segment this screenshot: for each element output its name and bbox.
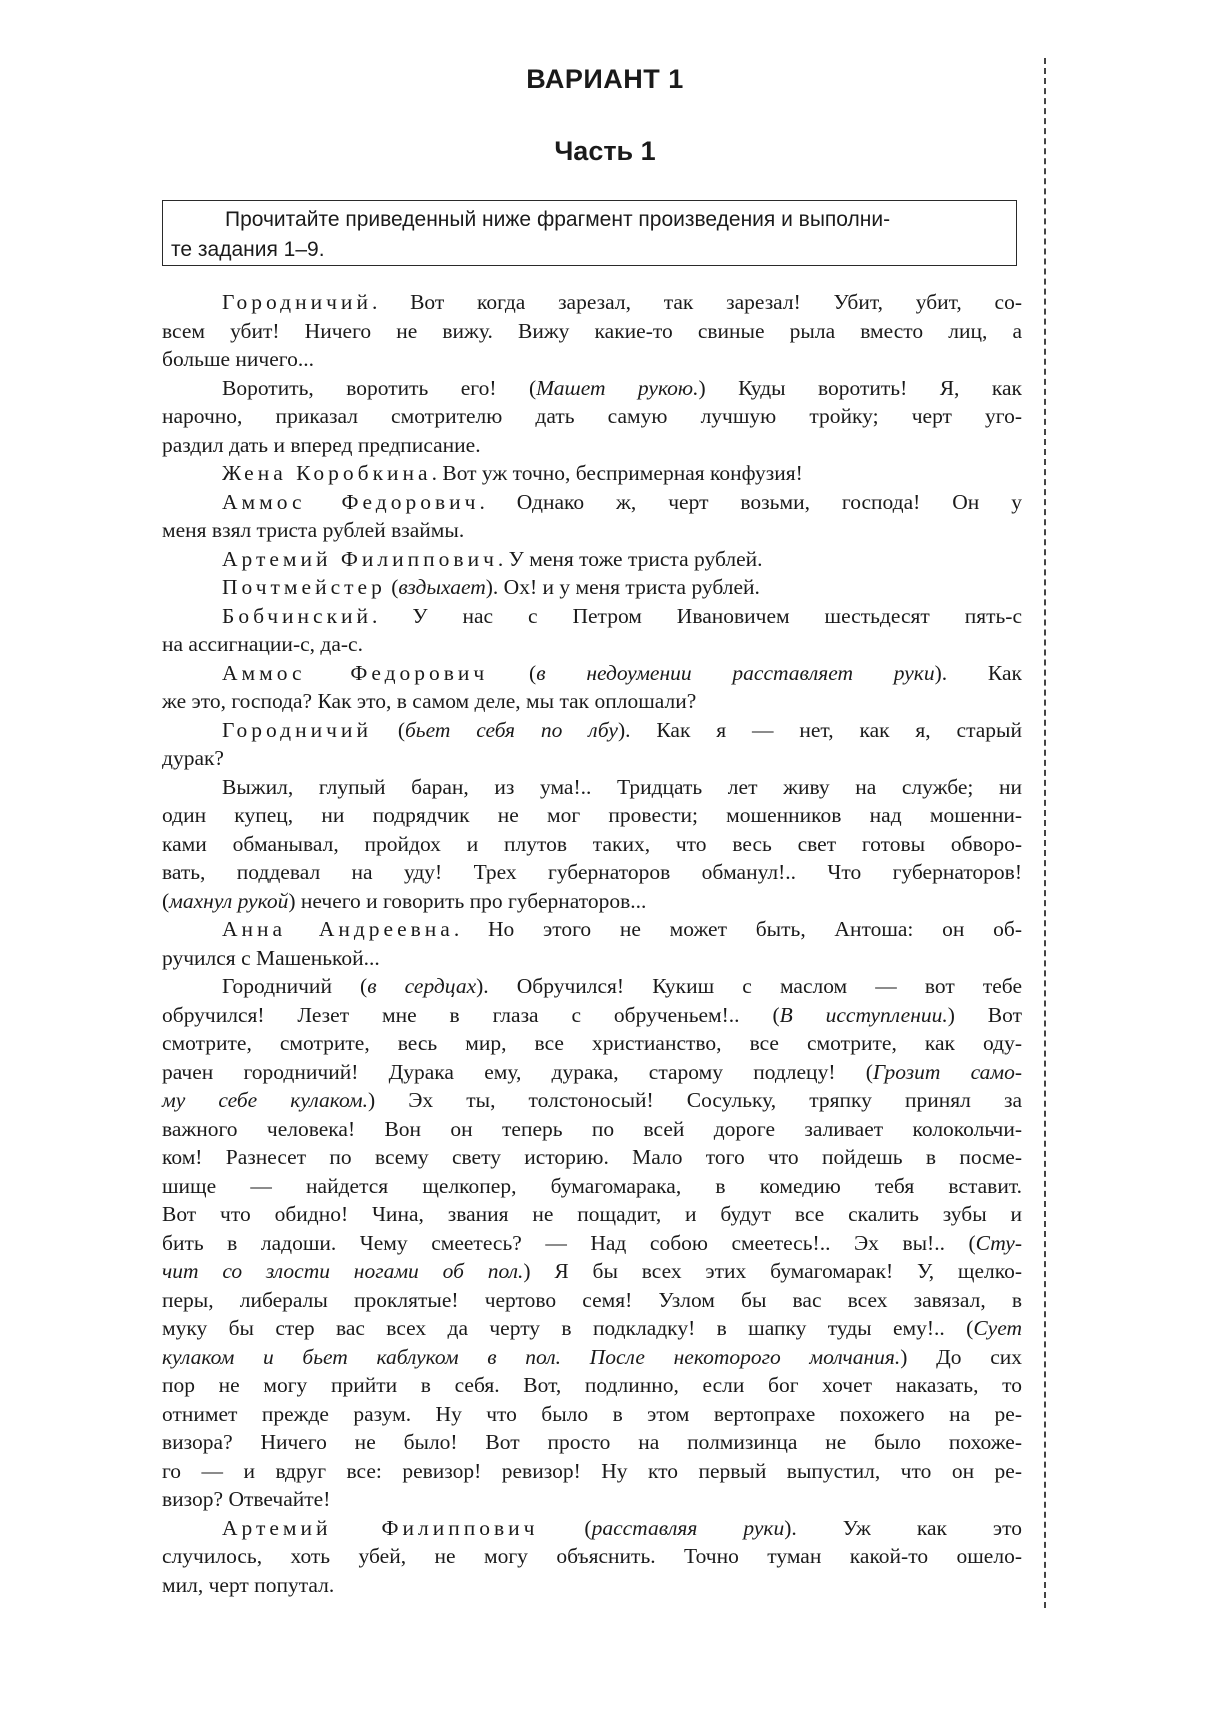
text-span: Вот что обидно! Чина, звания не пощадит, и будут все скалить зубы и — [162, 1202, 1022, 1226]
text-span: ) Эх ты, толстоносый! Сосульку, тряпку принял за — [367, 1088, 1022, 1112]
text-span: ( — [538, 1515, 592, 1540]
text-span: ( — [162, 888, 170, 913]
text-span: ( — [371, 717, 405, 742]
text-span: случилось, хоть убей, не могу объяснить. Точно туман какой-то ошело- — [162, 1544, 1022, 1568]
instruction-line: Прочитайте приведенный ниже фрагмент произведения и выполни- — [225, 208, 891, 231]
stage-direction: бьет себя по лбу — [404, 717, 618, 742]
text-span: пор не могу прийти в себя. Вот, подлинно, если бог хочет наказать, то — [162, 1373, 1022, 1397]
text-line — [162, 687, 1022, 716]
text-span: бить в ладоши. Чему смеетесь? — Над собою смеетесь!.. Эх вы!.. ( — [162, 1230, 976, 1255]
text-line — [162, 402, 1022, 431]
text-line — [162, 1571, 1022, 1600]
text-line — [162, 744, 1022, 773]
text-span: больше ничего... — [162, 347, 314, 371]
speaker-name: Жена Коробкина — [222, 461, 432, 485]
text-line — [162, 545, 1022, 574]
text-line — [162, 915, 1022, 944]
text-line — [162, 602, 1022, 631]
speaker-name: Артемий Филиппович — [222, 1515, 539, 1540]
text-span: Выжил, глупый баран, из ума!.. Тридцать лет живу на службе; ни — [222, 774, 1022, 799]
text-span: ) Вот — [947, 1002, 1022, 1027]
speaker-name: Артемий Филиппович — [222, 546, 498, 571]
text-line — [162, 1029, 1022, 1058]
text-span: . Однако ж, черт возьми, господа! Он у — [479, 489, 1022, 514]
text-span: ручился с Машенькой... — [162, 945, 380, 970]
speaker-name: Почтмейстер — [222, 575, 386, 599]
text-span: нарочно, приказал смотрителю дать самую лучшую тройку; черт уго- — [162, 404, 1022, 428]
text-span: один купец, ни подрядчик не мог провести; мошенников над мошенни- — [162, 803, 1022, 827]
text-span: ). Как — [934, 660, 1022, 685]
text-span: меня взял триста рублей взаймы. — [162, 518, 465, 542]
text-line — [162, 1286, 1022, 1315]
text-span: ). Обручился! Кукиш с маслом — вот тебе — [476, 974, 1022, 998]
text-line — [162, 374, 1022, 403]
text-span: ) Куды воротить! Я, как — [698, 375, 1022, 400]
stage-direction: Грозит само- — [872, 1059, 1022, 1084]
text-span: отнимет прежде разум. Ну что было в этом вертопрахе похожего на ре- — [162, 1401, 1022, 1426]
text-span: ком! Разнесет по всему свету историю. Мало того что пойдешь в посме- — [162, 1145, 1022, 1169]
text-line — [162, 431, 1022, 460]
literary-fragment — [162, 288, 1022, 1599]
text-span: ) До сих — [900, 1344, 1022, 1369]
text-span: важного человека! Вон он теперь по всей дороге заливает колокольчи- — [162, 1116, 1022, 1141]
text-span: мил, черт попутал. — [162, 1572, 335, 1597]
text-span: перы, либералы проклятые! чертово семя! Узлом бы вас всех завязал, в — [162, 1287, 1022, 1312]
text-span: смотрите, смотрите, весь мир, все христианство, все смотрите, как оду- — [162, 1031, 1022, 1055]
text-line — [162, 1058, 1022, 1087]
text-line — [162, 944, 1022, 973]
text-line — [162, 1143, 1022, 1172]
text-span: рачен городничий! Дурака ему, дурака, старому подлецу! ( — [162, 1059, 873, 1084]
text-span: ). Ох! и у меня триста рублей. — [485, 575, 760, 599]
text-span: обручился! Лезет мне в глаза с обрученьем!.. ( — [162, 1002, 780, 1027]
text-span: ). Уж как это — [784, 1515, 1022, 1540]
text-span: ками обманывал, пройдох и плутов таких, что весь свет готовы обворо- — [162, 831, 1022, 856]
text-line — [162, 1001, 1022, 1030]
stage-direction: махнул рукой — [169, 888, 289, 913]
speaker-name: Городничий — [222, 717, 372, 742]
text-line — [162, 1257, 1022, 1286]
text-line — [162, 1200, 1022, 1229]
text-line — [162, 1115, 1022, 1144]
stage-direction: в недоумении расставляет руки — [536, 660, 935, 685]
stage-direction: расставляя руки — [591, 1515, 785, 1540]
part-heading: Часть 1 — [554, 136, 656, 166]
text-line — [162, 858, 1022, 887]
text-line — [162, 345, 1022, 374]
text-line — [162, 801, 1022, 830]
text-line — [162, 1371, 1022, 1400]
stage-direction: чит со злости ногами об пол. — [162, 1259, 524, 1283]
text-line — [162, 573, 1022, 602]
text-span: ( — [488, 660, 537, 685]
stage-direction: в сердцах — [367, 974, 477, 998]
text-span: го — и вдруг все: ревизор! ревизор! Ну кто первый выпустил, что он ре- — [162, 1458, 1022, 1483]
text-line — [162, 1229, 1022, 1258]
text-line — [162, 1343, 1022, 1372]
text-span: ) Я бы всех этих бумагомарак! У, щелко- — [523, 1259, 1022, 1283]
speaker-name: Городничий — [222, 290, 372, 314]
text-span: . Вот когда зарезал, так зарезал! Убит, убит, со- — [371, 290, 1022, 314]
text-span: ). Как я — нет, как я, старый — [617, 717, 1022, 742]
text-line — [162, 830, 1022, 859]
text-span: муку бы стер вас всех да черту в подкладку! в шапку туды ему!.. ( — [162, 1316, 974, 1340]
stage-direction: вздыхает — [398, 575, 486, 599]
instruction-line: те задания 1–9. — [171, 238, 325, 261]
cut-line-divider — [1044, 58, 1046, 1608]
text-line — [162, 1457, 1022, 1486]
text-line — [162, 1400, 1022, 1429]
text-line — [162, 288, 1022, 317]
stage-direction: В исступлении. — [779, 1002, 948, 1027]
text-line — [162, 1086, 1022, 1115]
stage-direction: Машет рукою. — [536, 375, 699, 400]
instruction-box — [162, 200, 1017, 266]
text-line — [162, 1314, 1022, 1343]
text-span: ) нечего и говорить про губернаторов... — [288, 888, 647, 913]
text-span: ( — [385, 575, 399, 599]
text-span: шище — найдется щелкопер, бумагомарака, в комедию тебя вставит. — [162, 1173, 1022, 1198]
text-line — [162, 659, 1022, 688]
variant-heading: ВАРИАНТ 1 — [526, 64, 684, 94]
speaker-name: Анна Андреевна — [222, 917, 454, 941]
text-span: Городничий ( — [222, 974, 368, 998]
text-span: же это, господа? Как это, в самом деле, мы так оплошали? — [162, 689, 697, 713]
text-line — [162, 317, 1022, 346]
text-line — [162, 887, 1022, 916]
text-line — [162, 630, 1022, 659]
text-span: визора? Ничего не было! Вот просто на полмизинца не было похоже- — [162, 1430, 1022, 1454]
text-line — [162, 1542, 1022, 1571]
text-line — [162, 972, 1022, 1001]
text-line — [162, 716, 1022, 745]
stage-direction: му себе кулаком. — [162, 1088, 368, 1112]
stage-direction: Сует — [973, 1316, 1022, 1340]
text-line — [162, 459, 1022, 488]
text-line — [162, 1485, 1022, 1514]
text-span: . Но этого не может быть, Антоша: он об- — [453, 917, 1023, 941]
speaker-name: Бобчинский — [222, 603, 373, 628]
text-line — [162, 773, 1022, 802]
text-line — [162, 1172, 1022, 1201]
text-span: всем убит! Ничего не вижу. Вижу какие-то свиные рыла вместо лиц, а — [162, 318, 1022, 343]
text-line — [162, 1428, 1022, 1457]
text-span: Воротить, воротить его! ( — [222, 375, 537, 400]
text-span: дурак? — [162, 746, 224, 770]
text-span: раздил дать и вперед предписание. — [162, 432, 481, 457]
text-line — [162, 1514, 1022, 1543]
stage-direction: кулаком и бьет каблуком в пол. После некоторого молчания. — [162, 1344, 901, 1369]
text-span: визор? Отвечайте! — [162, 1487, 331, 1511]
stage-direction: Сту- — [975, 1230, 1022, 1255]
text-line — [162, 516, 1022, 545]
speaker-name: Аммос Федорович — [222, 660, 489, 685]
text-span: на ассигнации-с, да-с. — [162, 632, 363, 656]
text-span: вать, поддевал на уду! Трех губернаторов обманул!.. Что губернаторов! — [162, 860, 1022, 884]
text-span: . У нас с Петром Ивановичем шестьдесят пять-с — [372, 603, 1022, 628]
text-span: . Вот уж точно, беспримерная конфузия! — [431, 461, 803, 485]
text-span: . У меня тоже триста рублей. — [497, 546, 763, 571]
speaker-name: Аммос Федорович — [222, 489, 480, 514]
text-line — [162, 488, 1022, 517]
